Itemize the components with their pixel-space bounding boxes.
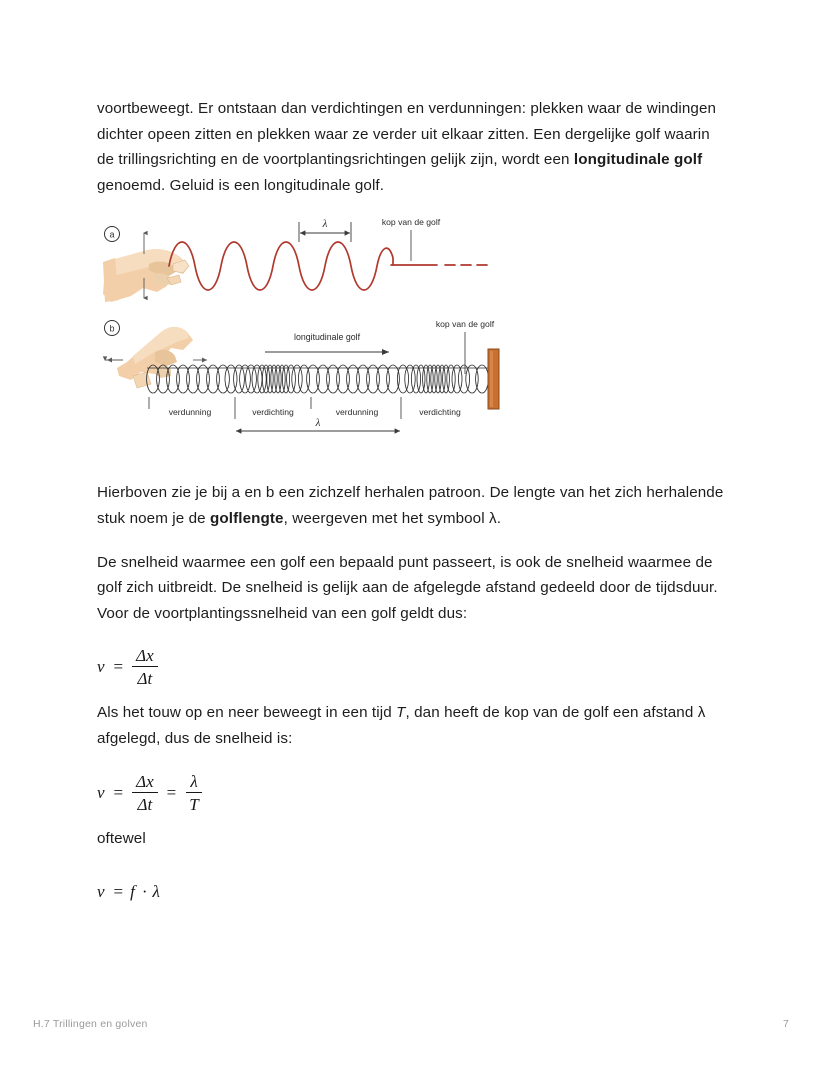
formula3-variable-f: f <box>130 882 135 902</box>
footer-chapter-label: H.7 Trillingen en golven <box>33 1018 148 1030</box>
svg-text:a: a <box>109 229 115 240</box>
formula3-equals: = <box>113 882 124 902</box>
page-content <box>97 96 731 925</box>
formula-velocity-lambda-T <box>97 770 731 816</box>
formula2-fraction-1 <box>132 772 158 814</box>
formula-velocity-freq <box>97 869 731 915</box>
formula1-equals: = <box>113 657 124 677</box>
wave-head-callout-a <box>382 217 441 261</box>
footer-page-number: 7 <box>782 1018 789 1030</box>
svg-text:verdichting: verdichting <box>419 407 461 418</box>
formula2-equals-2: = <box>166 782 177 802</box>
page-footer <box>33 1018 795 1030</box>
wavelength-dimension-b <box>236 417 400 431</box>
hand-illustration-b <box>117 327 193 388</box>
wall-block <box>488 349 499 409</box>
svg-text:longitudinale golf: longitudinale golf <box>293 332 361 343</box>
panel-b-marker <box>105 321 120 336</box>
formula2-denominator-1: Δt <box>137 794 153 814</box>
formula2-fraction-2 <box>185 772 202 814</box>
formula-velocity-basic <box>97 644 731 690</box>
hand-illustration-a <box>103 249 189 302</box>
formula3-variable-lambda: λ <box>152 882 160 902</box>
transverse-wave <box>169 242 487 290</box>
svg-text:kop van de golf: kop van de golf <box>435 319 495 330</box>
svg-text:verdunning: verdunning <box>335 407 379 418</box>
formula1-fraction <box>132 646 158 688</box>
wavelength-dimension-a <box>299 218 351 242</box>
formula1-numerator: Δx <box>132 646 158 667</box>
paragraph-intro-part2: genoemd. Geluid is een longitudinale golf. <box>97 176 385 194</box>
spring-illustration <box>147 365 489 393</box>
paragraph-periode <box>97 700 731 751</box>
wave-direction-callout <box>265 332 389 352</box>
formula2-variable-v: v <box>97 782 105 802</box>
svg-text:λ: λ <box>322 218 328 231</box>
formula2-equals-1: = <box>113 782 124 802</box>
symbol-periode-T: T <box>396 704 406 722</box>
formula1-denominator: Δt <box>137 669 153 689</box>
paragraph-golflengte-part2: , weergeven met het symbool λ. <box>283 509 502 527</box>
svg-text:verdichting: verdichting <box>252 407 294 418</box>
term-golflengte: golflengte <box>210 509 284 527</box>
paragraph-intro <box>97 96 731 198</box>
paragraph-golflengte-part1: Hierboven zie je bij a en b een zichzelf herhalen patroon. De lengte van het zich herhalende stuk noem je de <box>97 484 724 527</box>
formula2-numerator-1: Δx <box>132 772 158 793</box>
formula3-variable-v: v <box>97 882 105 902</box>
paragraph-periode-part1: Als het touw op en neer beweegt in een tijd <box>97 704 397 722</box>
wave-figure <box>97 216 731 464</box>
svg-text:verdunning: verdunning <box>168 407 212 418</box>
paragraph-oftewel: oftewel <box>97 829 146 847</box>
panel-a-marker <box>105 227 120 242</box>
formula1-variable-v: v <box>97 657 105 677</box>
svg-text:λ: λ <box>315 417 321 430</box>
formula2-numerator-2: λ <box>186 772 201 793</box>
paragraph-snelheid: De snelheid waarmee een golf een bepaald punt passeert, is ook de snelheid waarmee de golf zich uitbreidt. De snelheid is gelijk aan de afgelegde afstand gedeeld door de tijdsduur. Voor de voortplantingssnelheid van een golf geldt dus: <box>97 553 718 622</box>
svg-text:kop van de golf: kop van de golf <box>381 217 441 228</box>
term-longitudinale-golf: longitudinale golf <box>573 151 703 169</box>
paragraph-intro-part1: voortbeweegt. Er ontstaan dan verdichtingen en verdunningen: plekken waar de windingen dichter opeen zitten en plekken waar ze verder uit elkaar zitten. Een dergelijke golf waarin de trillingsrichting en de voortplantingsrichtingen gelijk zijn, wordt een <box>97 100 717 169</box>
paragraph-golflengte <box>97 480 731 531</box>
paragraph-periode-part2: , dan heeft de kop van de golf een afstand λ afgelegd, dus de snelheid is: <box>97 704 706 747</box>
svg-text:b: b <box>109 323 115 334</box>
formula3-multiply-dot: · <box>141 882 148 902</box>
formula2-denominator-2: T <box>189 794 199 814</box>
region-labels <box>149 397 461 419</box>
